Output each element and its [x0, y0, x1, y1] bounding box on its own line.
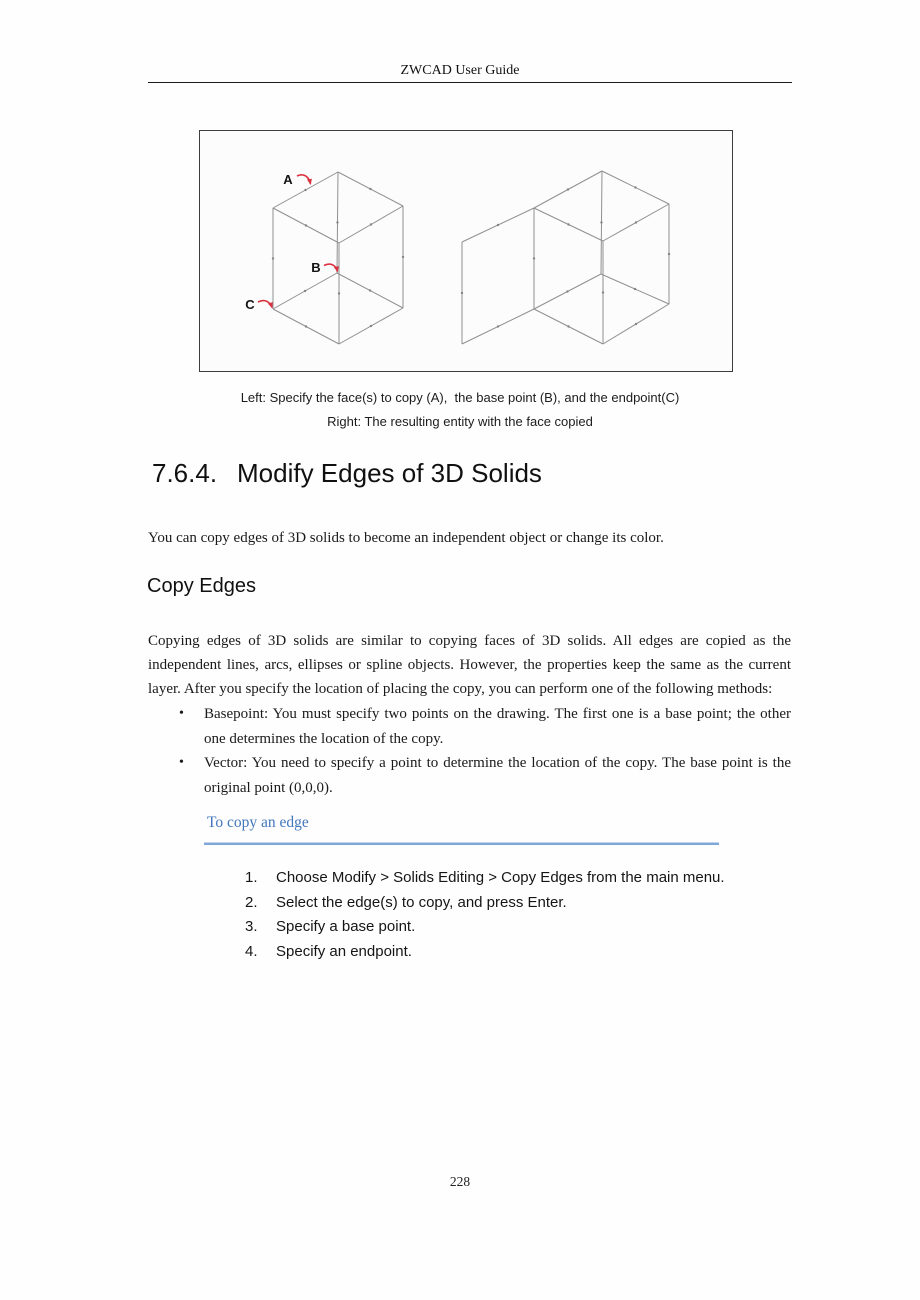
list-item-text: Specify an endpoint.	[276, 942, 412, 960]
list-item	[245, 940, 755, 965]
intro-paragraph: You can copy edges of 3D solids to become an independent object or change its color.	[148, 530, 664, 546]
arrow-b	[324, 264, 338, 271]
right-cube-wireframe	[462, 171, 669, 344]
edge-midpoint-dots	[272, 186, 670, 327]
list-item-text: Choose Modify > Solids Editing > Copy Edges from the main menu.	[276, 869, 725, 886]
procedure-title-link: To copy an edge	[207, 814, 309, 831]
label-b: B	[311, 260, 321, 275]
procedure-steps	[245, 866, 755, 964]
subheading-copy-edges: Copy Edges	[147, 575, 256, 597]
step-number: 4.	[245, 942, 258, 960]
procedure-rule	[204, 842, 719, 845]
list-item	[177, 751, 791, 800]
solids-figure-svg	[200, 131, 731, 370]
bullet-marker: •	[179, 706, 184, 721]
list-item	[245, 891, 755, 916]
step-number: 1.	[245, 869, 258, 886]
list-item-text: Basepoint: You must specify two points on the drawing. The first one is a base point; the other one determines the location of the copy.	[204, 706, 791, 747]
page-number: 228	[449, 1174, 471, 1189]
list-item-text: Vector: You need to specify a point to determine the location of the copy. The base point is the original point (0,0,0).	[204, 755, 791, 796]
left-cube-wireframe	[273, 172, 403, 344]
list-item	[245, 866, 755, 891]
bullet-marker: •	[179, 755, 184, 770]
body-paragraph: Copying edges of 3D solids are similar to copying faces of 3D solids. All edges are copied as the independent lines, arcs, ellipses or spline objects. However, the properties keep the same as the current layer. After you specify the location of placing the copy, you can perform one of the following methods:	[148, 633, 791, 697]
copied-face	[462, 208, 534, 344]
list-item	[245, 915, 755, 940]
arrow-a	[297, 175, 311, 184]
step-number: 3.	[245, 918, 258, 935]
label-c: C	[245, 297, 255, 312]
list-item-text: Select the edge(s) to copy, and press Enter.	[276, 893, 567, 911]
list-item	[177, 702, 791, 751]
solids-figure	[199, 130, 733, 372]
arrow-c	[258, 301, 272, 308]
figure-caption-left: Left: Specify the face(s) to copy (A), the base point (B), and the endpoint(C)	[240, 390, 680, 405]
list-item-text: Specify a base point.	[276, 918, 416, 935]
figure-caption-right: Right: The resulting entity with the face copied	[327, 414, 593, 429]
header-rule	[148, 82, 792, 83]
section-title: Modify Edges of 3D Solids	[237, 458, 542, 488]
header-title: ZWCAD User Guide	[400, 63, 520, 78]
step-number: 2.	[245, 893, 258, 911]
label-a: A	[283, 172, 293, 187]
section-number: 7.6.4.	[152, 458, 218, 488]
bullet-list	[177, 702, 791, 800]
section-heading	[152, 459, 542, 489]
